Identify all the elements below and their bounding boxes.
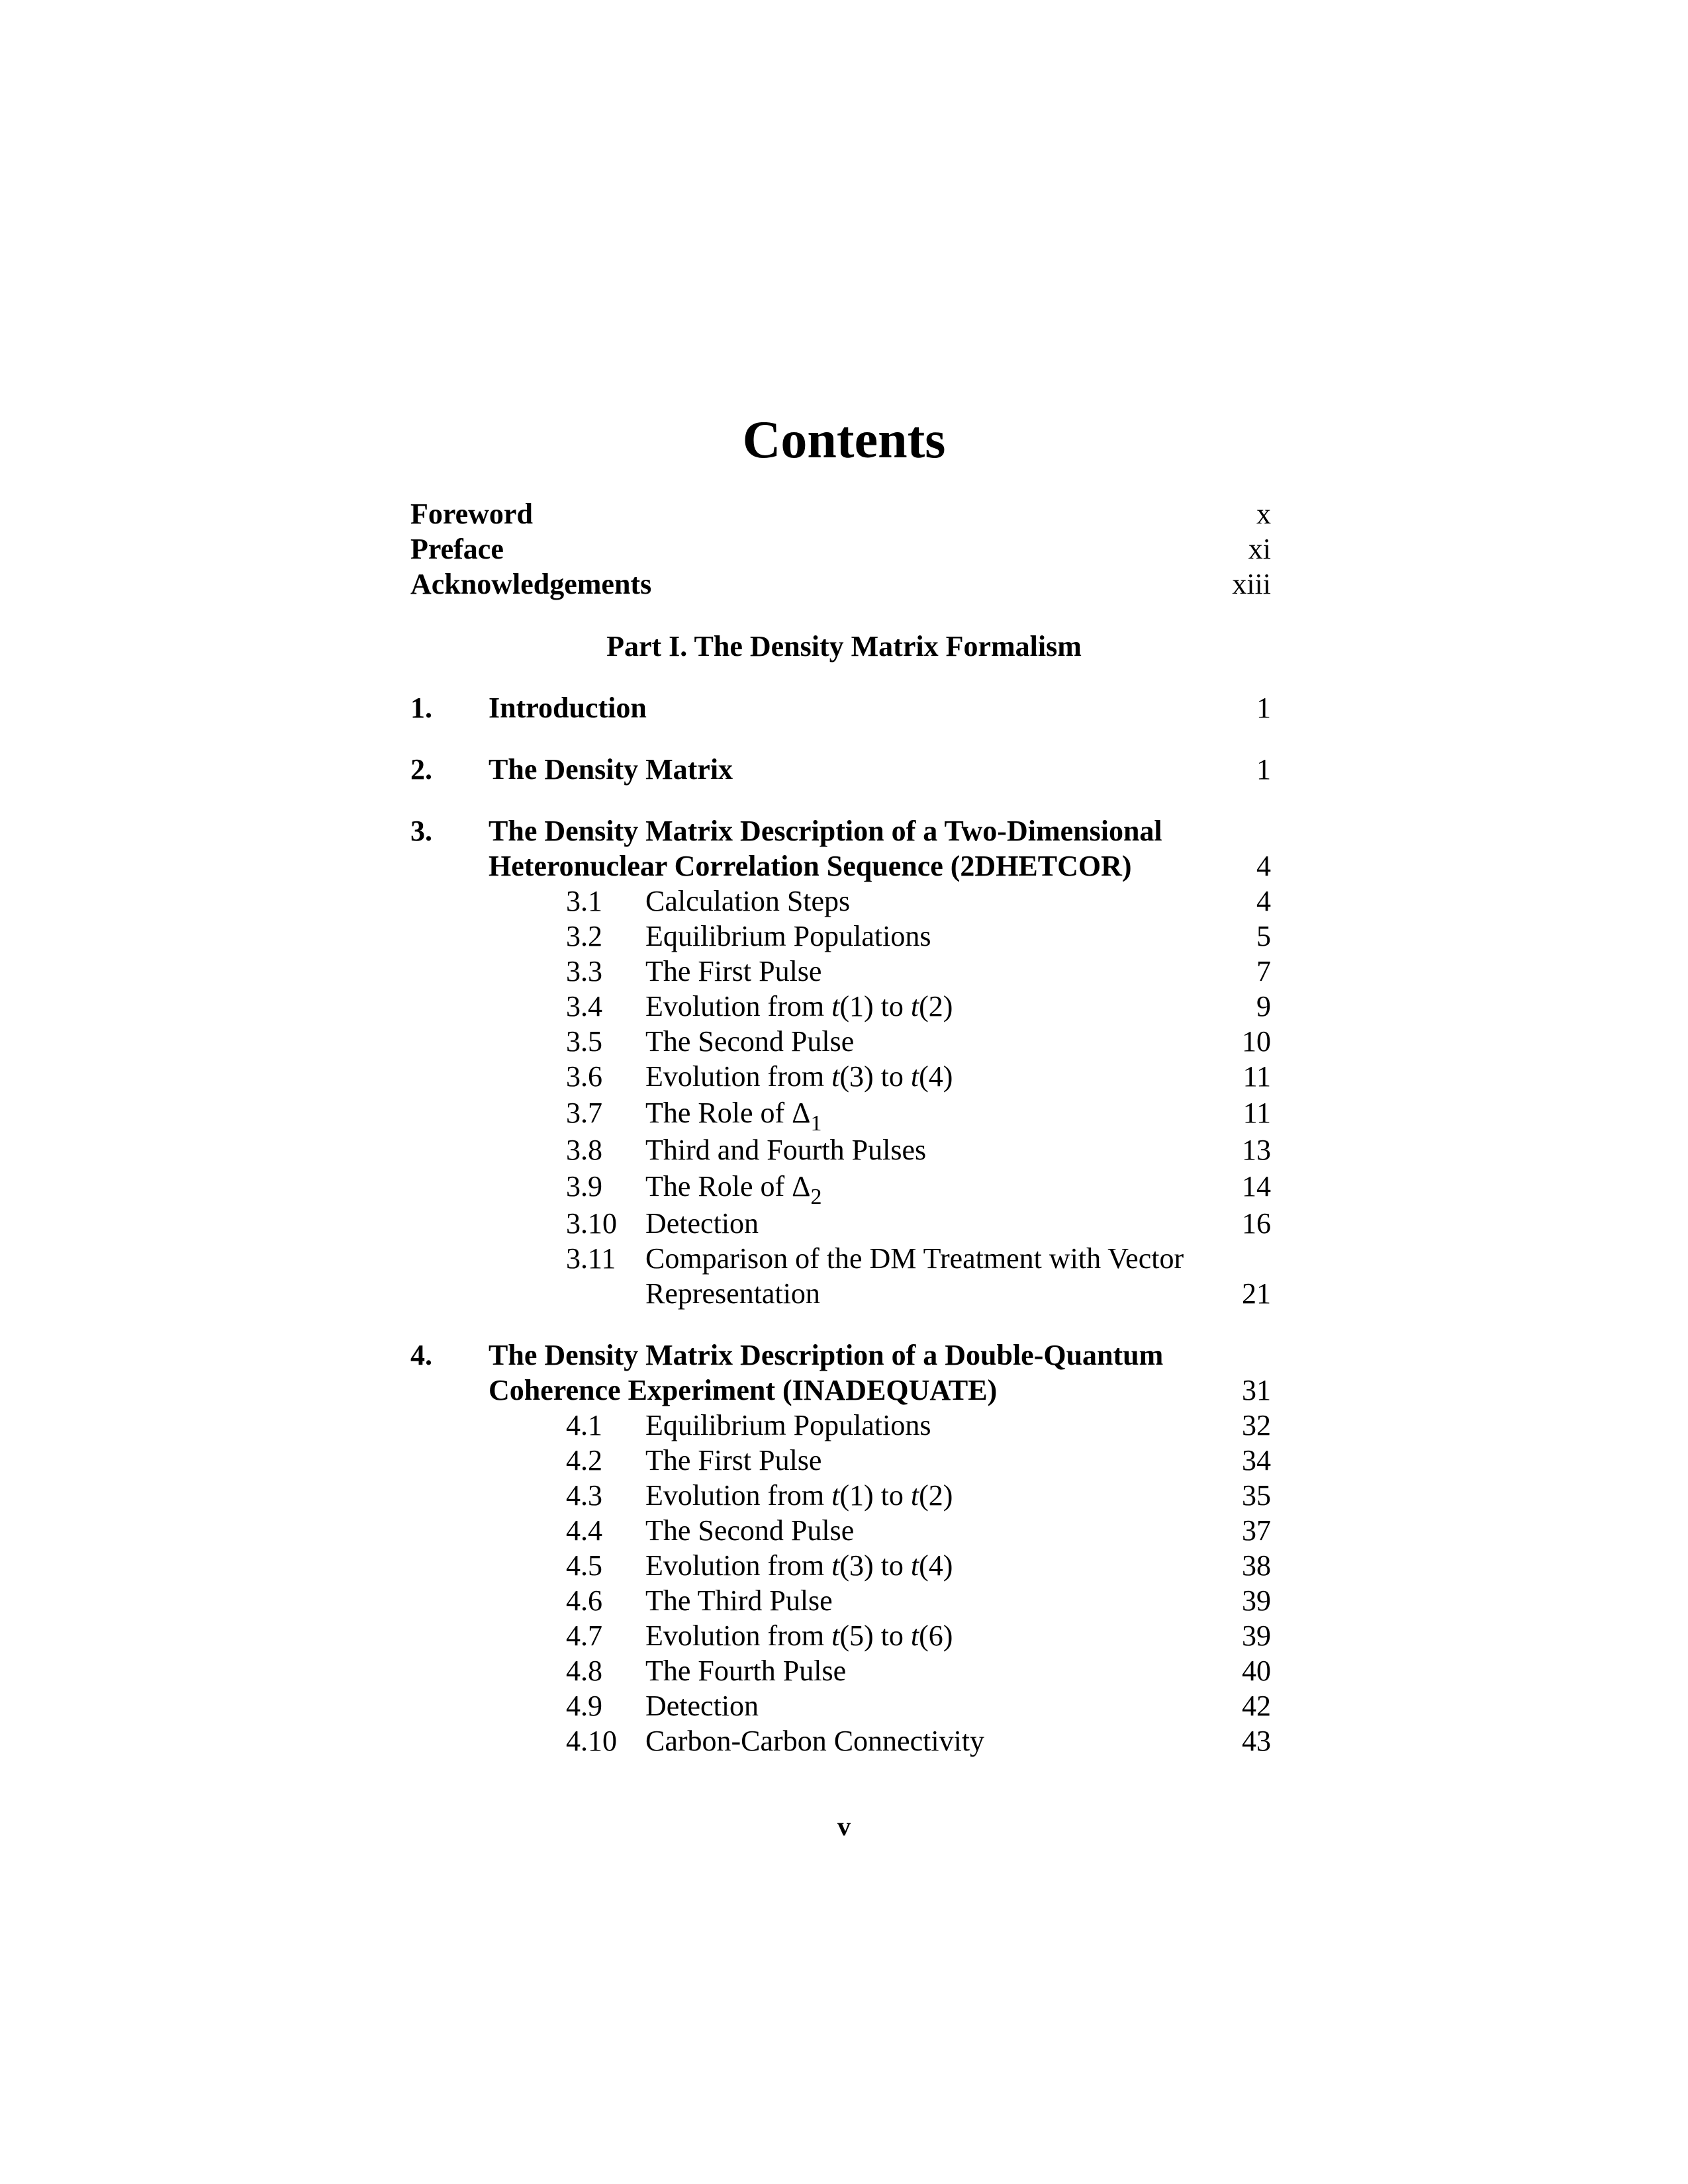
- section-number: 4.8: [566, 1655, 602, 1687]
- section-number: 4.7: [566, 1619, 602, 1652]
- toc-chapter-1: [410, 690, 1271, 725]
- entry-page: 7: [1256, 955, 1271, 987]
- section-title: [645, 1169, 822, 1209]
- section-title: The First Pulse: [645, 1444, 822, 1477]
- toc-chapter-2: [410, 752, 1271, 787]
- chapter-title-cont: Coherence Experiment (INADEQUATE): [489, 1374, 998, 1406]
- title-part: The Role of Δ: [645, 1097, 811, 1129]
- section-number: 4.1: [566, 1409, 602, 1441]
- chapter-title: The Density Matrix Description of a Double-Quantum: [489, 1339, 1164, 1371]
- toc-entry-foreword: [410, 496, 1271, 531]
- chapter-title: Introduction: [489, 692, 647, 724]
- entry-page: 42: [1242, 1690, 1271, 1722]
- section-number: 4.4: [566, 1514, 602, 1547]
- toc-section-3-3: [410, 954, 1271, 989]
- toc-chapter-3: [410, 813, 1271, 848]
- delta-subscript: 2: [810, 1185, 822, 1209]
- toc-section-4-5: [410, 1548, 1271, 1583]
- chapter-title: The Density Matrix Description of a Two-Dimensional: [489, 815, 1162, 847]
- time-variable: t: [831, 1619, 840, 1652]
- entry-page: 34: [1242, 1444, 1271, 1477]
- title-part: Evolution from: [645, 990, 832, 1023]
- title-part: Evolution from: [645, 1619, 832, 1652]
- section-title: [645, 1618, 953, 1653]
- toc-section-3-10: [410, 1206, 1271, 1241]
- time-variable: t: [910, 1619, 919, 1652]
- section-number: 4.10: [566, 1725, 617, 1757]
- section-number: 3.6: [566, 1060, 602, 1093]
- toc-section-4-2: [410, 1443, 1271, 1478]
- section-number: 4.2: [566, 1444, 602, 1477]
- section-number: 3.11: [566, 1242, 616, 1275]
- section-number: 4.9: [566, 1690, 602, 1722]
- toc-section-4-8: [410, 1653, 1271, 1688]
- title-part: (4): [919, 1060, 953, 1093]
- section-title: Equilibrium Populations: [645, 1409, 931, 1441]
- entry-page: 16: [1242, 1207, 1271, 1240]
- section-number: 3.9: [566, 1170, 602, 1203]
- title-part: (3) to: [839, 1060, 911, 1093]
- chapter-title-cont: Heteronuclear Correlation Sequence (2DHETCOR): [489, 850, 1132, 882]
- entry-page: 11: [1243, 1097, 1271, 1129]
- section-number: 3.2: [566, 920, 602, 952]
- toc-section-4-1: [410, 1408, 1271, 1443]
- page-number-folio: v: [837, 1811, 851, 1841]
- section-number: 3.1: [566, 885, 602, 917]
- entry-page: 37: [1242, 1514, 1271, 1547]
- title-part: The Role of Δ: [645, 1170, 811, 1203]
- title-part: (6): [919, 1619, 953, 1652]
- section-title: The Second Pulse: [645, 1514, 855, 1547]
- section-title: [645, 1095, 822, 1136]
- section-title: [645, 1548, 953, 1583]
- title-part: (1) to: [839, 1479, 911, 1512]
- toc-entry-preface: [410, 531, 1271, 567]
- section-title: Carbon-Carbon Connectivity: [645, 1725, 985, 1757]
- toc-section-3-9: [410, 1169, 1271, 1209]
- section-title: Detection: [645, 1690, 759, 1722]
- title-part: Evolution from: [645, 1060, 832, 1093]
- toc-section-3-6: [410, 1059, 1271, 1094]
- section-number: 4.6: [566, 1584, 602, 1617]
- entry-page: 31: [1242, 1374, 1271, 1406]
- section-title: Calculation Steps: [645, 885, 851, 917]
- section-title: The Fourth Pulse: [645, 1655, 847, 1687]
- toc-entry-acknowledgements: [410, 567, 1271, 602]
- entry-page: xi: [1248, 533, 1271, 565]
- toc-section-3-11-line2: [410, 1276, 1271, 1311]
- entry-page: 39: [1242, 1619, 1271, 1652]
- title-part: Evolution from: [645, 1479, 832, 1512]
- section-title: [645, 989, 953, 1024]
- title-part: Evolution from: [645, 1549, 832, 1582]
- section-title: [645, 1059, 953, 1094]
- entry-page: 4: [1256, 850, 1271, 882]
- section-number: 3.8: [566, 1134, 602, 1166]
- section-title: Comparison of the DM Treatment with Vector: [645, 1242, 1184, 1275]
- time-variable: t: [910, 1060, 919, 1093]
- entry-page: 43: [1242, 1725, 1271, 1757]
- time-variable: t: [910, 1549, 919, 1582]
- entry-title: Foreword: [410, 498, 533, 530]
- entry-page: xiii: [1232, 568, 1271, 600]
- entry-page: 11: [1243, 1060, 1271, 1093]
- section-number: 3.4: [566, 990, 602, 1023]
- entry-title: Preface: [410, 533, 504, 565]
- page-title: Contents: [742, 411, 946, 469]
- section-title: [645, 1478, 953, 1513]
- toc-section-4-9: [410, 1688, 1271, 1723]
- entry-page: 39: [1242, 1584, 1271, 1617]
- entry-page: 5: [1256, 920, 1271, 952]
- entry-page: 21: [1242, 1277, 1271, 1310]
- section-title: The Third Pulse: [645, 1584, 833, 1617]
- delta-subscript: 1: [810, 1111, 822, 1136]
- chapter-title: The Density Matrix: [489, 753, 733, 786]
- entry-page: 1: [1256, 692, 1271, 724]
- title-part: (5) to: [839, 1619, 911, 1652]
- section-number: 3.10: [566, 1207, 617, 1240]
- toc-section-4-3: [410, 1478, 1271, 1513]
- entry-title: Acknowledgements: [410, 568, 652, 600]
- entry-page: 35: [1242, 1479, 1271, 1512]
- section-title: Equilibrium Populations: [645, 920, 931, 952]
- section-title: Detection: [645, 1207, 759, 1240]
- toc-chapter-4: [410, 1338, 1271, 1373]
- chapter-number: 4.: [410, 1339, 432, 1371]
- entry-page: 13: [1242, 1134, 1271, 1166]
- section-title: The First Pulse: [645, 955, 822, 987]
- section-title: Third and Fourth Pulses: [645, 1134, 927, 1166]
- title-part: (4): [919, 1549, 953, 1582]
- entry-page: 14: [1242, 1170, 1271, 1203]
- time-variable: t: [831, 1060, 840, 1093]
- entry-page: 38: [1242, 1549, 1271, 1582]
- time-variable: t: [910, 1479, 919, 1512]
- section-title-cont: Representation: [645, 1277, 820, 1310]
- title-part: (3) to: [839, 1549, 911, 1582]
- toc-chapter-3-line2: [410, 848, 1271, 884]
- chapter-number: 1.: [410, 692, 432, 724]
- part-heading: Part I. The Density Matrix Formalism: [606, 630, 1082, 662]
- title-part: (2): [919, 1479, 953, 1512]
- time-variable: t: [831, 1479, 840, 1512]
- section-number: 3.5: [566, 1025, 602, 1058]
- toc-section-3-5: [410, 1024, 1271, 1059]
- toc-section-3-11: [410, 1241, 1271, 1276]
- toc-section-3-4: [410, 989, 1271, 1024]
- section-number: 4.3: [566, 1479, 602, 1512]
- chapter-number: 3.: [410, 815, 432, 847]
- section-number: 4.5: [566, 1549, 602, 1582]
- toc-section-3-2: [410, 919, 1271, 954]
- entry-page: 32: [1242, 1409, 1271, 1441]
- toc-section-4-7: [410, 1618, 1271, 1653]
- toc-section-4-4: [410, 1513, 1271, 1548]
- toc-section-3-1: [410, 884, 1271, 919]
- toc-section-4-10: [410, 1723, 1271, 1758]
- section-number: 3.3: [566, 955, 602, 987]
- entry-page: x: [1256, 498, 1271, 530]
- section-number: 3.7: [566, 1097, 602, 1129]
- title-part: (1) to: [839, 990, 911, 1023]
- time-variable: t: [910, 990, 919, 1023]
- entry-page: 40: [1242, 1655, 1271, 1687]
- section-title: The Second Pulse: [645, 1025, 855, 1058]
- toc-chapter-4-line2: [410, 1373, 1271, 1408]
- entry-page: 10: [1242, 1025, 1271, 1058]
- time-variable: t: [831, 990, 840, 1023]
- entry-page: 9: [1256, 990, 1271, 1023]
- entry-page: 1: [1256, 753, 1271, 786]
- toc-section-4-6: [410, 1583, 1271, 1618]
- toc-section-3-8: [410, 1132, 1271, 1167]
- entry-page: 4: [1256, 885, 1271, 917]
- chapter-number: 2.: [410, 753, 432, 786]
- toc-section-3-7: [410, 1095, 1271, 1136]
- title-part: (2): [919, 990, 953, 1023]
- time-variable: t: [831, 1549, 840, 1582]
